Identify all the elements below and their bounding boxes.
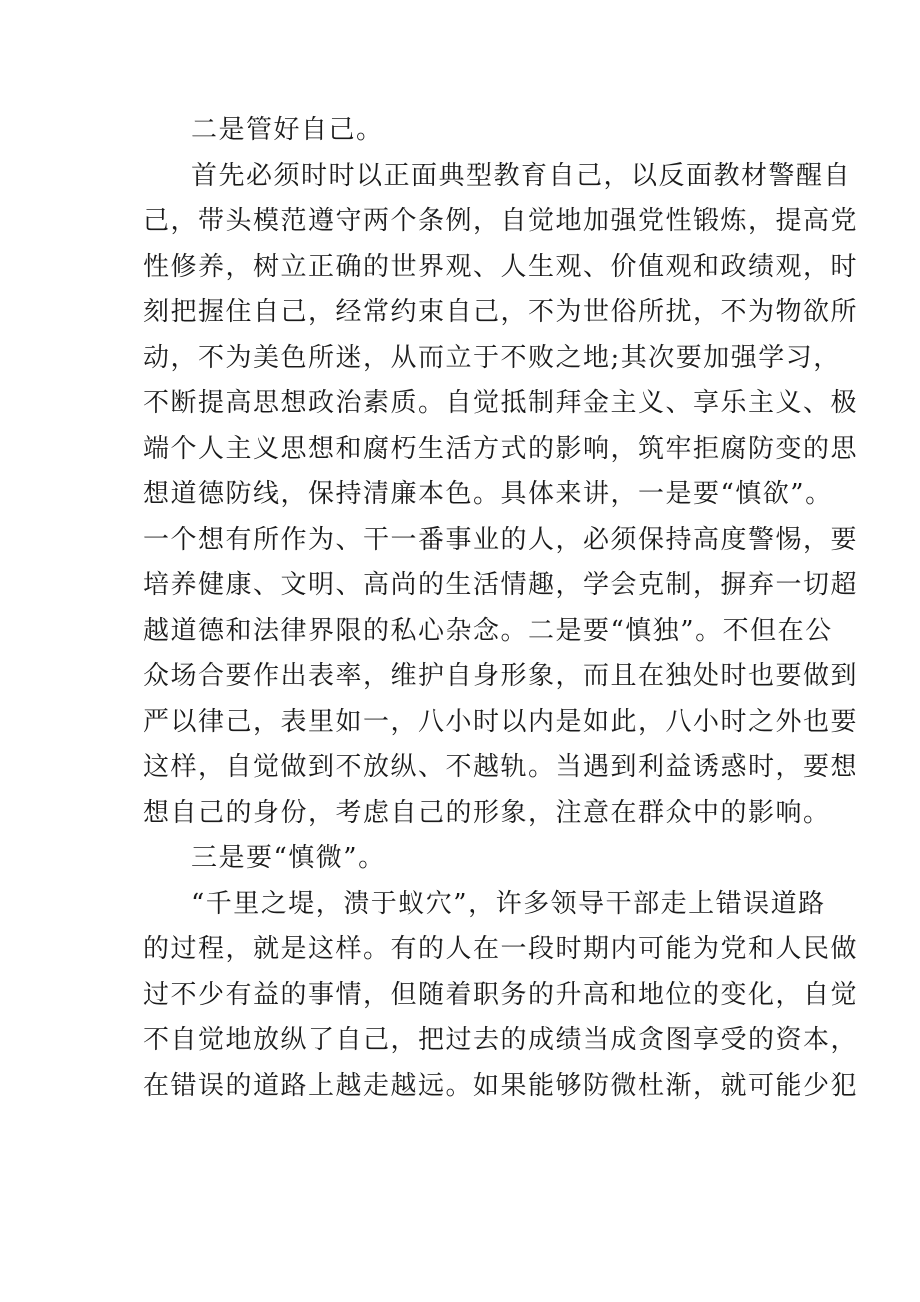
paragraph-line: “千里之堤，溃于蚁穴”，许多领导干部走上错误道路	[191, 888, 826, 919]
paragraph-line: 越道德和法律界限的私心杂念。二是要“慎独”。不但在公	[143, 615, 833, 646]
paragraph-line: 的过程，就是这样。有的人在一段时期内可能为党和人民做	[143, 934, 859, 964]
paragraph-line: 不自觉地放纵了自己，把过去的成绩当成贪图享受的资本，	[143, 1025, 859, 1055]
paragraph-line: 在错误的道路上越走越远。如果能够防微杜渐，就可能少犯	[143, 1070, 859, 1101]
section-heading-manage-self: 二是管好自己。	[191, 115, 384, 145]
paragraph-line: 刻把握住自己，经常约束自己，不为世俗所扰，不为物欲所	[143, 297, 859, 327]
paragraph-line: 培养健康、文明、高尚的生活情趣，学会克制，摒弃一切超	[143, 570, 859, 600]
paragraph-line: 端个人主义思想和腐朽生活方式的影响，筑牢拒腐防变的思	[143, 433, 859, 464]
paragraph-line: 动，不为美色所迷，从而立于不败之地;其次要加强学习，	[143, 342, 841, 373]
paragraph-self-discipline	[143, 154, 859, 837]
paragraph-line: 这样，自觉做到不放纵、不越轨。当遇到利益诱惑时，要想	[143, 752, 859, 782]
paragraph-line: 过不少有益的事情，但随着职务的升高和地位的变化，自觉	[143, 979, 859, 1010]
document-body	[143, 108, 859, 1109]
paragraph-line: 想道德防线，保持清廉本色。具体来讲，一是要“慎欲”。	[143, 479, 833, 509]
paragraph-line: 众场合要作出表率，维护自身形象，而且在独处时也要做到	[143, 661, 859, 691]
paragraph-line: 不断提高思想政治素质。自觉抵制拜金主义、享乐主义、极	[143, 388, 859, 418]
paragraph-line: 想自己的身份，考虑自己的形象，注意在群众中的影响。	[143, 797, 831, 828]
paragraph-line: 性修养，树立正确的世界观、人生观、价值观和政绩观，时	[143, 251, 859, 282]
paragraph-prevention	[143, 882, 859, 1110]
paragraph-line: 己，带头模范遵守两个条例，自觉地加强党性锻炼，提高党	[143, 206, 859, 236]
paragraph-line: 严以律己，表里如一，八小时以内是如此，八小时之外也要	[143, 706, 859, 737]
section-heading-cautious-small: 三是要“慎微”。	[191, 843, 386, 873]
paragraph-line: 一个想有所作为、干一番事业的人，必须保持高度警惕，要	[143, 524, 859, 555]
paragraph-line: 首先必须时时以正面典型教育自己，以反面教材警醒自	[191, 160, 852, 191]
